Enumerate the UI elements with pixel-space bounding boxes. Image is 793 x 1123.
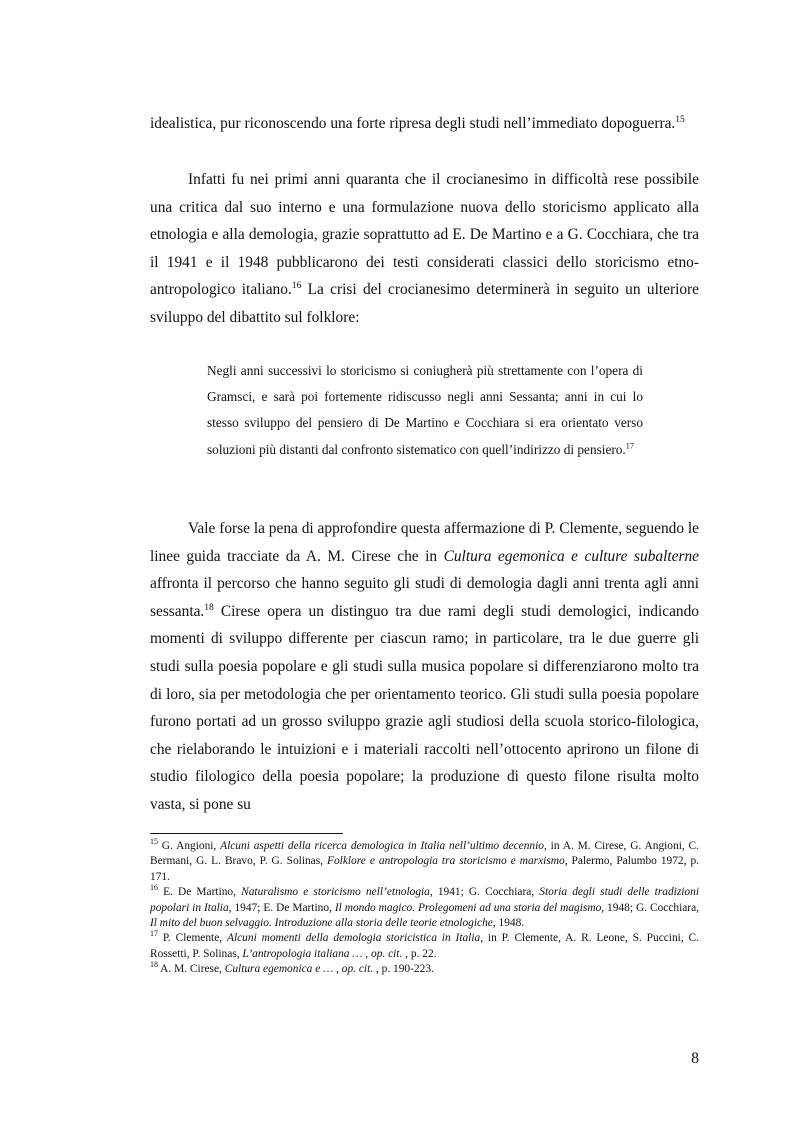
footnotes <box>150 839 699 978</box>
footnote-separator <box>150 833 343 834</box>
text-run: , p. 22. <box>402 947 437 960</box>
text-run: G. Angioni, <box>157 840 221 852</box>
footnote-16 <box>150 885 699 931</box>
text-run: , in A. M. Cirese, G. Angioni, C. Bermani, G. L. Bravo, P. G. Solinas, <box>150 840 699 868</box>
footnote-ref: 15 <box>150 837 158 847</box>
footnote-ref: 15 <box>675 113 685 125</box>
footnote-ref: 17 <box>150 929 158 939</box>
footnote-ref: 17 <box>625 441 634 451</box>
text-run: affronta il percorso che hanno seguito gli studi di demologia dagli anni trenta agli anni sessanta. <box>150 575 699 620</box>
text-run: Infatti fu nei primi anni quaranta che il crocianesimo in difficoltà rese possibile una critica dal suo interno e una formulazione nuova dello storicismo applicato alla etnologia e alla demologia, grazie soprattutto ad E. De Martino e a G. Cocchiara, che tra il 1941 e il 1948 pubblicarono dei testi considerati classici dello storicismo etno-antropologico italiano. <box>150 171 699 299</box>
body-paragraph-1 <box>150 110 699 138</box>
text-run: , 1941; G. Cocchiara, <box>429 886 540 899</box>
italic-title: Storia degli studi delle tradizioni popolari in Italia <box>150 886 699 914</box>
body-paragraph-2 <box>150 166 699 332</box>
footnote-15 <box>150 839 699 885</box>
text-run: Negli anni successivi lo storicismo si coniugherà più strettamente con l’opera di Gramsci, e sarà poi fortemente ridiscusso negli anni Sessanta; anni in cui lo stesso sviluppo del pensiero di De Martino e Cocchiara si era orientato verso soluzioni più distanti dal confronto sistematico con quell’indirizzo di pensiero. <box>207 363 643 457</box>
text-run: E. De Martino, <box>157 886 242 899</box>
italic-title: Alcuni momenti della demologia storicistica in Italia <box>227 932 481 945</box>
text-run: idealistica, pur riconoscendo una forte ripresa degli studi nell’immediato dopoguerra. <box>150 115 676 132</box>
text-run: , 1948. <box>492 917 525 930</box>
text-run: , Palermo, Palumbo 1972, p. 171. <box>150 855 700 883</box>
italic-title: Cultura egemonica e culture subalterne <box>443 547 699 565</box>
italic-title: Il mito del buon selvaggio. Introduzione alla storia delle teorie etnologiche <box>150 917 493 930</box>
text-run: La crisi del crocianesimo determinerà in seguito un ulteriore sviluppo del dibattito sul folklore: <box>150 281 700 326</box>
body-paragraph-3 <box>150 515 699 819</box>
text-run: Cirese opera un distinguo tra due rami degli studi demologici, indicando momenti di sviluppo differente per ciascun ramo; in particolare, tra le due guerre gli studi sulla poesia popolare e gli studi sulla musica popolare si differenziarono molto tra di loro, sia per metodologia che per orientamento teorico. Gli studi sulla poesia popolare furono portati ad un grosso sviluppo grazie agli studiosi della scuola storico-filologica, che rielaborando le intuizioni e i materiali raccolti nell’ottocento aprirono un filone di studio filologico della poesia popolare; la produzione di questo filone risulta molto vasta, si pone su <box>150 602 699 813</box>
text-run: P. Clemente, <box>157 932 227 945</box>
page-number: 8 <box>691 1050 699 1067</box>
footnote-ref: 18 <box>204 601 214 613</box>
footnote-17 <box>150 931 699 962</box>
footnote-18 <box>150 962 699 977</box>
italic-title: Naturalismo e storicismo nell’etnologia <box>241 886 430 899</box>
text-run: A. M. Cirese, <box>157 963 225 976</box>
text-run: Vale forse la pena di approfondire questa affermazione di P. Clemente, seguendo le linee guida tracciate da A. M. Cirese che in <box>150 520 699 565</box>
text-run: , in P. Clemente, A. R. Leone, S. Puccini, C. Rossetti, P. Solinas, <box>150 932 699 960</box>
italic-title: L’antropologia italiana … , op. cit. <box>242 947 403 960</box>
text-run: , p. 190-223. <box>373 963 434 976</box>
text-run: , 1947; E. De Martino, <box>228 901 335 914</box>
text-run: , 1948; G. Cocchiara, <box>601 901 699 914</box>
footnote-ref: 18 <box>150 960 158 970</box>
italic-title: Il mondo magico. Prolegomeni ad una storia del magismo <box>334 901 602 914</box>
italic-title: Alcuni aspetti della ricerca demologica in Italia nell’ultimo decennio <box>220 840 544 852</box>
footnote-ref: 16 <box>291 280 302 292</box>
italic-title: Cultura egemonica e … , op. cit. <box>224 963 374 976</box>
footnote-ref: 16 <box>150 883 158 893</box>
block-quote <box>207 358 643 463</box>
italic-title: Folklore e antropologia tra storicismo e marxismo <box>327 855 565 868</box>
